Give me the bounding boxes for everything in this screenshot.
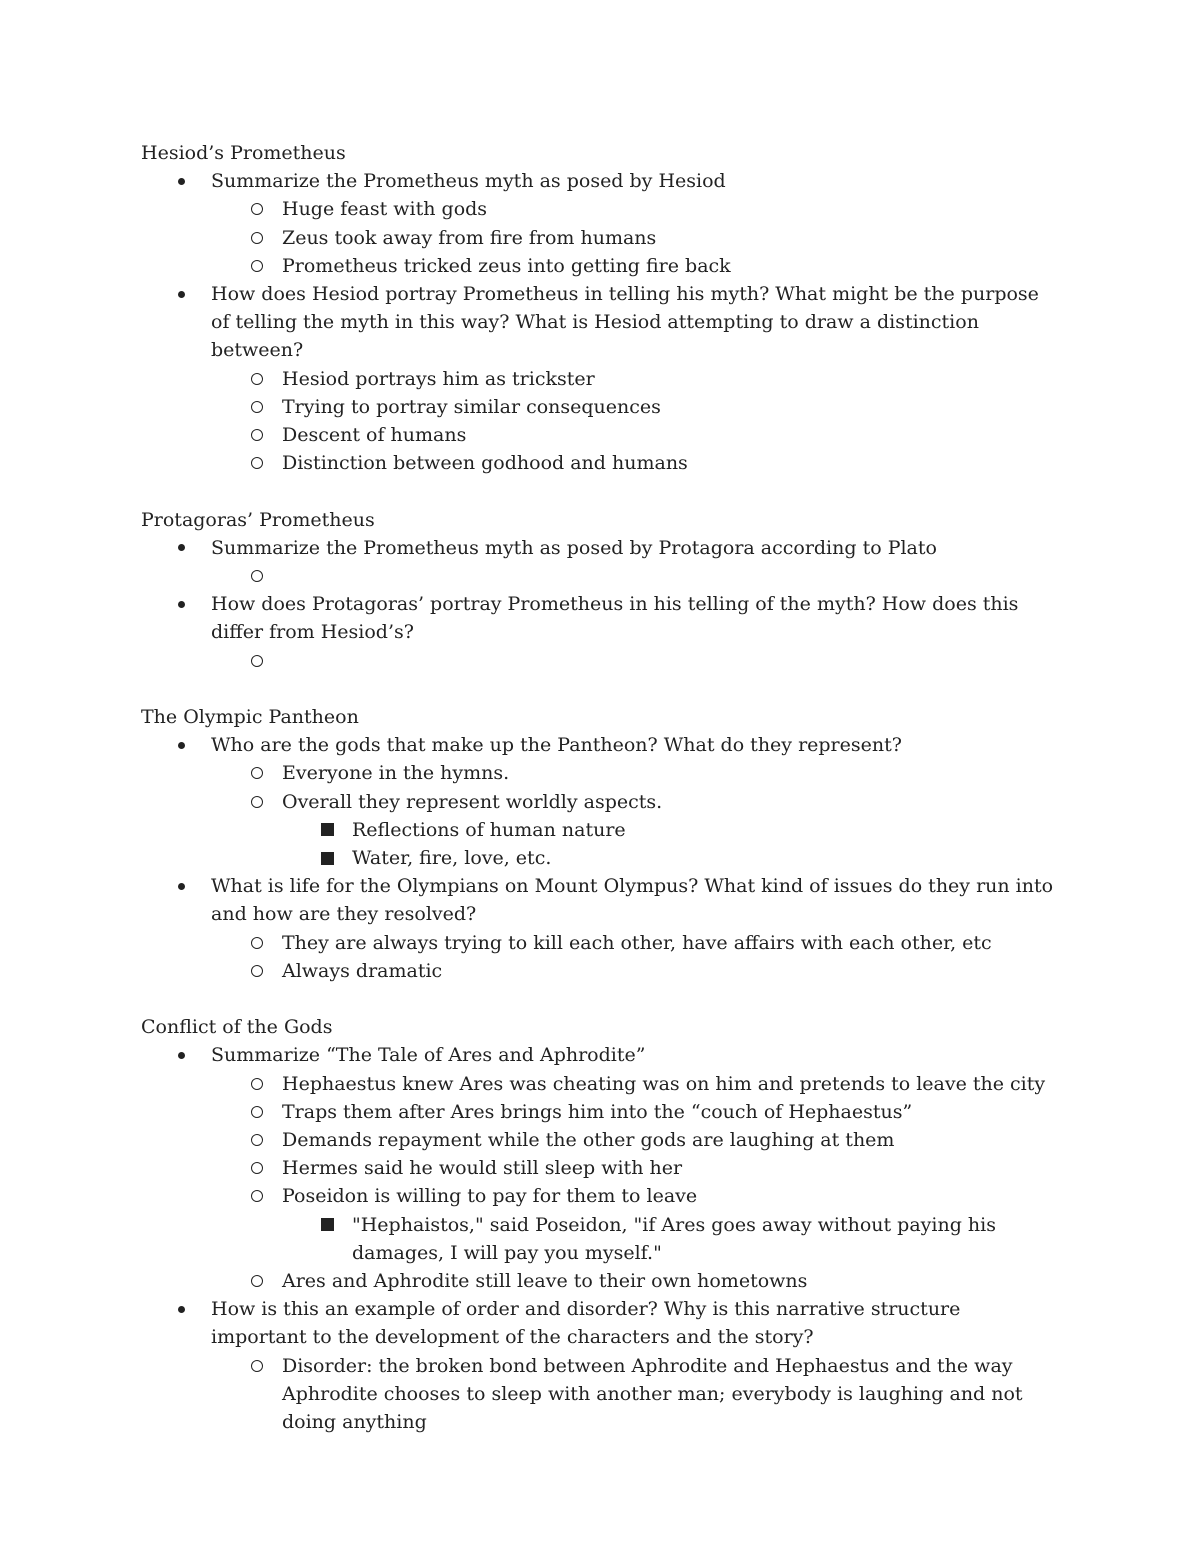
hollow-circle-bullet-icon (245, 647, 269, 675)
bullet-text: Always dramatic (282, 959, 443, 982)
sub-bullet-item (141, 449, 1061, 477)
sub-bullet-item (141, 1070, 1061, 1098)
hollow-circle-bullet-icon (245, 393, 269, 421)
bullet-text: Summarize the Prometheus myth as posed by Hesiod (211, 170, 726, 193)
bullet-text: Prometheus tricked zeus into getting fire back (282, 254, 731, 277)
sub-bullet-item (141, 1267, 1061, 1295)
bullet-text: Who are the gods that make up the Pantheon? What do they represent? (211, 734, 902, 757)
bullet-item (141, 1041, 1061, 1069)
sub-bullet-item (141, 957, 1061, 985)
bullet-text: Summarize “The Tale of Ares and Aphrodite” (211, 1044, 646, 1067)
bullet-dot-icon (171, 167, 191, 195)
sub-bullet-item (141, 1154, 1061, 1182)
hollow-circle-bullet-icon (245, 449, 269, 477)
square-bullet-icon (315, 844, 339, 872)
sub-bullet-item (141, 1126, 1061, 1154)
bullet-text: Zeus took away from fire from humans (282, 226, 657, 249)
bullet-dot-icon (171, 280, 191, 308)
section (141, 1013, 1061, 1436)
sub-bullet-item (141, 195, 1061, 223)
hollow-circle-bullet-icon (245, 252, 269, 280)
section-heading: The Olympic Pantheon (141, 705, 359, 728)
bullet-dot-icon (171, 590, 191, 618)
bullet-text: Hesiod portrays him as trickster (282, 367, 595, 390)
bullet-dot-icon (171, 534, 191, 562)
bullet-text: Trying to portray similar consequences (282, 395, 661, 418)
bullet-text: Poseidon is willing to pay for them to leave (282, 1185, 698, 1208)
bullet-text: Water, fire, love, etc. (352, 846, 552, 869)
hollow-circle-bullet-icon (245, 421, 269, 449)
section-heading: Conflict of the Gods (141, 1016, 333, 1039)
bullet-text: Overall they represent worldly aspects. (282, 790, 663, 813)
bullet-text: Descent of humans (282, 424, 467, 447)
bullet-text: Traps them after Ares brings him into the “couch of Hephaestus” (282, 1100, 913, 1123)
sub-bullet-item (141, 929, 1061, 957)
square-bullet-icon (315, 1211, 339, 1239)
hollow-circle-bullet-icon (245, 365, 269, 393)
sub-bullet-item (141, 421, 1061, 449)
bullet-text: Distinction between godhood and humans (282, 452, 688, 475)
bullet-text: What is life for the Olympians on Mount Olympus? What kind of issues do they run into and how are they resolved? (211, 875, 1054, 926)
sub-bullet-item (141, 562, 1061, 590)
section (141, 139, 1061, 477)
bullet-item (141, 280, 1061, 365)
hollow-circle-bullet-icon (245, 562, 269, 590)
sub-bullet-item (141, 647, 1061, 675)
section (141, 506, 1061, 675)
hollow-circle-bullet-icon (245, 929, 269, 957)
sub-sub-bullet-item (141, 1211, 1061, 1267)
bullet-text: Hermes said he would still sleep with her (282, 1157, 683, 1180)
bullet-text: How does Hesiod portray Prometheus in telling his myth? What might be the purpose of telling the myth in this way? What is Hesiod attempting to draw a distinction between? (211, 283, 1039, 362)
hollow-circle-bullet-icon (245, 1267, 269, 1295)
hollow-circle-bullet-icon (245, 1126, 269, 1154)
hollow-circle-bullet-icon (245, 957, 269, 985)
bullet-text: Huge feast with gods (282, 198, 488, 221)
bullet-text: How does Protagoras’ portray Prometheus in his telling of the myth? How does this differ from Hesiod’s? (211, 593, 1019, 644)
section (141, 703, 1061, 985)
bullet-dot-icon (171, 1295, 191, 1323)
bullet-text: Hephaestus knew Ares was cheating was on him and pretends to leave the city (282, 1072, 1046, 1095)
sub-bullet-item (141, 788, 1061, 816)
square-bullet-icon (315, 816, 339, 844)
bullet-text: They are always trying to kill each other, have affairs with each other, etc (282, 931, 992, 954)
sub-bullet-item (141, 1352, 1061, 1437)
bullet-text: Ares and Aphrodite still leave to their own hometowns (282, 1269, 808, 1292)
sub-bullet-item (141, 1182, 1061, 1210)
document-body (141, 139, 1061, 1464)
bullet-item (141, 167, 1061, 195)
sub-bullet-item (141, 1098, 1061, 1126)
bullet-text: Demands repayment while the other gods are laughing at them (282, 1128, 895, 1151)
hollow-circle-bullet-icon (245, 788, 269, 816)
hollow-circle-bullet-icon (245, 1352, 269, 1380)
sub-sub-bullet-item (141, 816, 1061, 844)
sub-bullet-item (141, 759, 1061, 787)
sub-bullet-item (141, 365, 1061, 393)
bullet-text: Everyone in the hymns. (282, 762, 510, 785)
bullet-text: Summarize the Prometheus myth as posed by Protagora according to Plato (211, 536, 937, 559)
bullet-text: Disorder: the broken bond between Aphrodite and Hephaestus and the way Aphrodite chooses to sleep with another man; everybody is laughing and not doing anything (282, 1354, 1023, 1433)
bullet-item (141, 1295, 1061, 1351)
sub-bullet-item (141, 252, 1061, 280)
hollow-circle-bullet-icon (245, 1154, 269, 1182)
hollow-circle-bullet-icon (245, 224, 269, 252)
sub-sub-bullet-item (141, 844, 1061, 872)
hollow-circle-bullet-icon (245, 1098, 269, 1126)
bullet-dot-icon (171, 1041, 191, 1069)
bullet-text: How is this an example of order and disorder? Why is this narrative structure important to the development of the characters and the story? (211, 1298, 961, 1349)
bullet-item (141, 731, 1061, 759)
bullet-dot-icon (171, 731, 191, 759)
section-heading: Protagoras’ Prometheus (141, 508, 375, 531)
bullet-item (141, 590, 1061, 646)
sub-bullet-item (141, 393, 1061, 421)
section-heading: Hesiod’s Prometheus (141, 142, 346, 164)
sub-bullet-item (141, 224, 1061, 252)
bullet-item (141, 534, 1061, 562)
bullet-item (141, 872, 1061, 928)
bullet-text: Reflections of human nature (352, 818, 626, 841)
bullet-text: "Hephaistos," said Poseidon, "if Ares goes away without paying his damages, I will pay you myself." (352, 1213, 996, 1264)
hollow-circle-bullet-icon (245, 1182, 269, 1210)
hollow-circle-bullet-icon (245, 195, 269, 223)
bullet-dot-icon (171, 872, 191, 900)
hollow-circle-bullet-icon (245, 1070, 269, 1098)
hollow-circle-bullet-icon (245, 759, 269, 787)
